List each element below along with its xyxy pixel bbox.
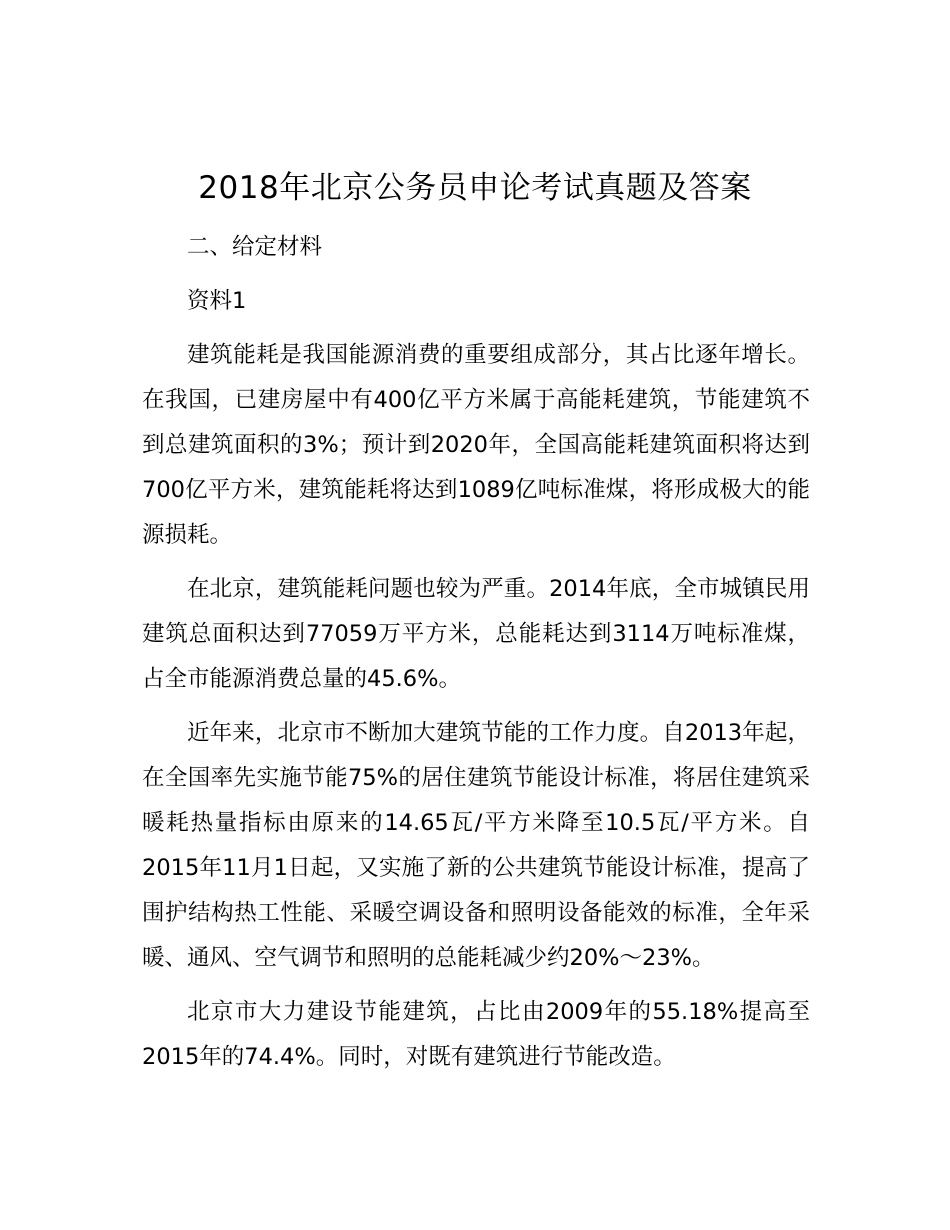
paragraph-4: 北京市大力建设节能建筑，占比由2009年的55.18%提高至2015年的74.4%。同时，对既有建筑进行节能改造。 bbox=[142, 999, 810, 1070]
paragraph-2: 在北京，建筑能耗问题也较为严重。2014年底，全市城镇民用建筑总面积达到77059万平方米，总能耗达到3114万吨标准煤，占全市能源消费总量的45.6%。 bbox=[142, 576, 810, 692]
paragraph-3: 近年来，北京市不断加大建筑节能的工作力度。自2013年起，在全国率先实施节能75%的居住建筑节能设计标准，将居住建筑采暖耗热量指标由原来的14.65瓦/平方米降至10.5瓦/平方米。自2015年11月1日起，又实施了新的公共建筑节能设计标准，提高了围护结构热工性能、采暖空调设备和照明设备能效的标准，全年采暖、通风、空气调节和照明的总能耗减少约20%～23%。 bbox=[142, 720, 810, 971]
section-heading: 二、给定材料 bbox=[187, 234, 323, 260]
document-body bbox=[142, 225, 810, 1089]
paragraph-1: 建筑能耗是我国能源消费的重要组成部分，其占比逐年增长。在我国，已建房屋中有400亿平方米属于高能耗建筑，节能建筑不到总建筑面积的3%；预计到2020年，全国高能耗建筑面积将达到700亿平方米，建筑能耗将达到1089亿吨标准煤，将形成极大的能源损耗。 bbox=[142, 342, 810, 548]
material-label: 资料1 bbox=[187, 288, 247, 314]
document-title: 2018年北京公务员申论考试真题及答案 bbox=[198, 170, 752, 206]
